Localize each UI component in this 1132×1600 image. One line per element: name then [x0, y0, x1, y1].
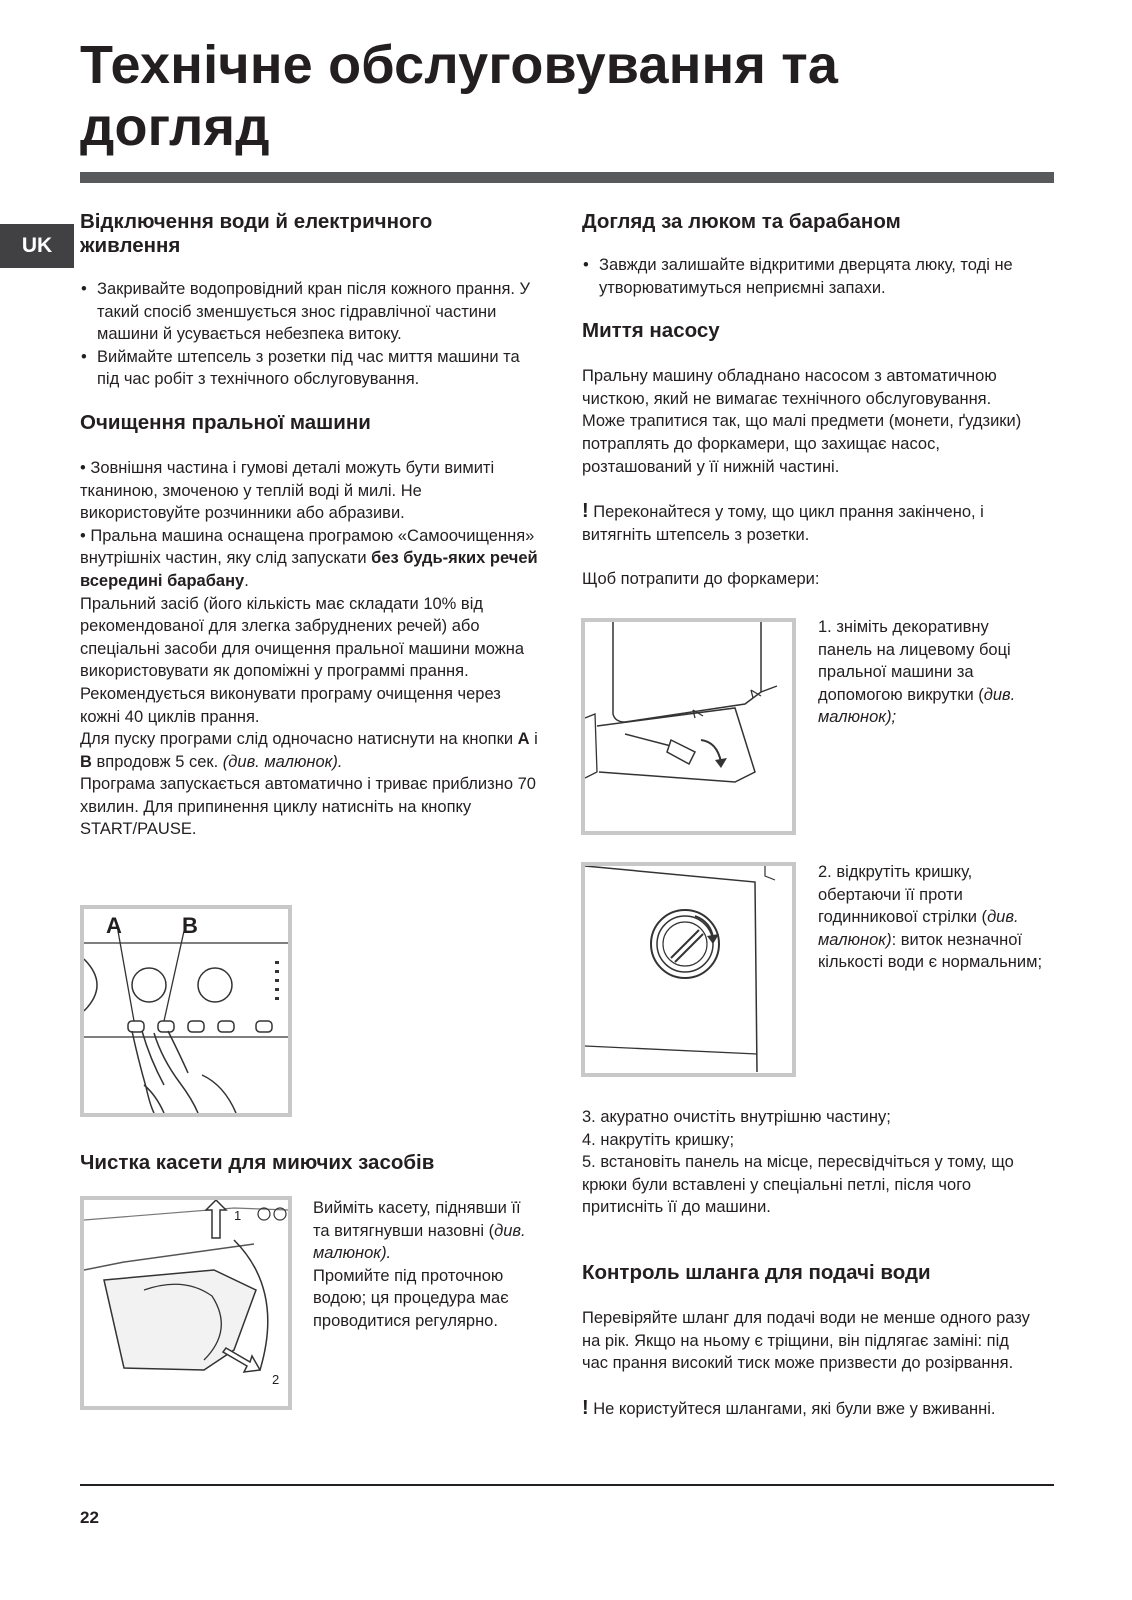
footer-divider — [80, 1484, 1054, 1486]
button-a-label: A — [106, 913, 122, 938]
list-item: • Закривайте водопровідний кран після кожного прання. У такий спосіб зменшується знос гідравлічної частини машини й усувається небезпека витоку. — [80, 278, 540, 346]
button-b-label: B — [182, 913, 198, 938]
step-1-text — [818, 616, 1040, 729]
figure-reference: див. малюнок) — [818, 908, 1019, 949]
page-title: Технічне обслуговування та догляд — [80, 35, 839, 157]
hose-paragraph: Перевіряйте шланг для подачі води не менше одного разу на рік. Якщо на ньому є тріщини, він підлягає заміні: під час прання високий тиск може призвести до розірвання. — [582, 1308, 1030, 1373]
text-span: впродовж 5 сек. — [91, 752, 223, 771]
figure-reference: (див. малюнок). — [222, 752, 343, 771]
pump-warning — [582, 500, 1037, 546]
cleaning-paragraph-1: • Зовнішня частина і гумові деталі можуть бути вимиті тканиною, змоченою у теплій воді й милі. Не використовуйте розчинники або абразиви. — [80, 458, 495, 523]
drawer-instructions — [313, 1197, 535, 1333]
section-heading-drawer: Чистка касети для миючих засобів — [80, 1151, 435, 1174]
hose-warning — [582, 1397, 1044, 1421]
text-span: Не користуйтеся шлангами, які були вже у вживанні. — [588, 1399, 996, 1418]
title-divider — [80, 172, 1054, 183]
page-number: 22 — [80, 1508, 99, 1527]
text-span: і — [529, 730, 538, 749]
text-span: 1. зніміть декоративну панель на лицевому боці пральної машини за допомогою викрутки ( — [818, 618, 1011, 704]
text-span: Вийміть касету, піднявши її та витягнувши назовні ( — [313, 1199, 521, 1240]
cleaning-paragraph-2 — [80, 525, 540, 593]
water-power-list — [80, 278, 540, 391]
pump-paragraph-1: Пральну машину обладнано насосом з автоматичною чисткою, який не вимагає технічного обслуговування. Може трапитися так, що малі предмети (монети, ґудзики) потраплять до форкамери, що захищає насос, розташований у її нижній частині. — [582, 367, 1022, 476]
text-span: Промийте під проточною водою; ця процедура має проводитися регулярно. — [313, 1266, 509, 1330]
text-span: 2. відкрутіть кришку, обертаючи її проти годинникової стрілки ( — [818, 863, 988, 927]
text-span: : виток незначної кількості води є нормальним; — [818, 930, 1043, 972]
figure-reference: див. малюнок). — [313, 1221, 526, 1263]
panel-removal-illustration — [585, 622, 792, 831]
figure-reference: див. малюнок); — [818, 685, 1016, 727]
step-5-text: 5. встановіть панель на місце, пересвідчіться у тому, що крюки були вставлені у спеціальні петлі, після чого притисніть її до машини. — [582, 1153, 1014, 1217]
detergent-drawer-illustration — [84, 1200, 288, 1406]
left-column — [80, 210, 540, 841]
panel-removal-figure — [581, 618, 796, 835]
cleaning-paragraph-5: Програма запускається автоматично і триває приблизно 70 хвилин. Для припинення циклу натисніть на кнопку START/PAUSE. — [80, 775, 536, 839]
bold-text: без будь-яких речей всередині барабану — [80, 549, 538, 590]
section-heading-cleaning: Очищення пральної машини — [80, 410, 371, 434]
section-heading-pump: Миття насосу — [582, 319, 720, 343]
pump-paragraph-3: Щоб потрапити до форкамери: — [582, 570, 820, 589]
step-2-label: 2 — [272, 1372, 280, 1387]
cleaning-paragraph-3: Пральний засіб (його кількість має складати 10% від рекомендованої для злегка забруднених речей) або спеціальні засоби для очищення пральної машини можна використовувати як допоміжні у программі прання. Рекомендується виконувати програму очищення через кожні 40 циклів прання. — [80, 594, 525, 726]
pump-cap-illustration — [585, 866, 792, 1073]
text-span: • Пральна машина оснащена програмою «Самоочищення» внутрішніх частин, яку слід запускати — [80, 526, 535, 568]
step-3-text: 3. акуратно очистіть внутрішню частину; — [582, 1108, 891, 1126]
pump-steps-continued — [582, 1106, 1044, 1420]
step-2-text — [818, 861, 1048, 974]
list-item: • Завжди залишайте відкритими дверцята люку, тоді не утворюватимуться неприємні запахи. — [582, 254, 1032, 299]
text-span: Переконайтеся у тому, що цикл прання закінчено, і витягніть штепсель з розетки. — [582, 503, 984, 544]
warning-icon: ! — [582, 1396, 589, 1419]
text-span: Для пуску програми слід одночасно натиснути на кнопки — [80, 730, 518, 749]
step-1-label: 1 — [234, 1208, 242, 1223]
step-4-text: 4. накрутіть кришку; — [582, 1130, 735, 1149]
control-panel-illustration — [84, 909, 288, 1113]
language-tab: UK — [0, 224, 74, 268]
section-heading-hose: Контроль шланга для подачі води — [582, 1260, 931, 1284]
section-heading-door-drum: Догляд за люком та барабаном — [582, 210, 901, 233]
pump-cap-figure — [581, 862, 796, 1077]
right-column — [582, 210, 1054, 591]
detergent-drawer-figure — [80, 1196, 292, 1410]
warning-icon: ! — [582, 500, 589, 523]
bold-text: B — [80, 752, 92, 771]
bold-text: A — [517, 730, 530, 749]
text-span: . — [244, 571, 249, 590]
cleaning-paragraph-4 — [80, 728, 540, 773]
list-item: • Виймайте штепсель з розетки під час миття машини та під час робіт з технічного обслуговування. — [80, 346, 540, 391]
door-drum-list — [582, 254, 1032, 299]
control-panel-figure — [80, 905, 292, 1117]
section-heading-water-power: Відключення води й електричного живлення — [80, 210, 433, 257]
